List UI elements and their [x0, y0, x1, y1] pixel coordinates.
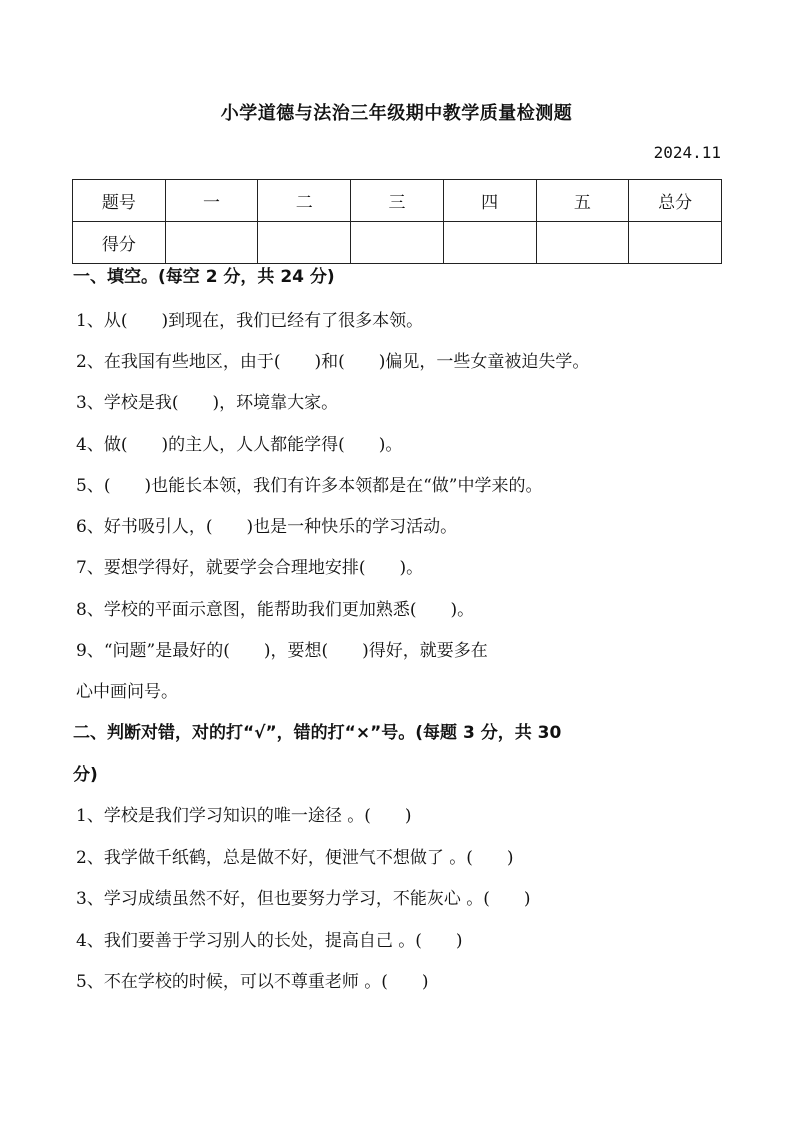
true-false-question: 1、学校是我们学习知识的唯一途径 。( ) — [76, 806, 412, 826]
fill-blank-question: 1、从( )到现在，我们已经有了很多本领。 — [76, 311, 424, 331]
score-table-header-row — [73, 180, 722, 222]
fill-blank-question: 8、学校的平面示意图，能帮助我们更加熟悉( )。 — [76, 600, 475, 620]
fill-blank-question: 4、做( )的主人，人人都能学得( )。 — [76, 435, 403, 455]
true-false-question: 3、学习成绩虽然不好，但也要努力学习，不能灰心 。( ) — [76, 889, 531, 909]
score-cell[interactable] — [258, 222, 351, 264]
score-header-cell: 四 — [443, 180, 536, 222]
score-header-cell: 三 — [351, 180, 444, 222]
score-header-cell: 总分 — [629, 180, 722, 222]
fill-blank-question: 3、学校是我( )，环境靠大家。 — [76, 393, 339, 413]
fill-blank-question-continued: 心中画问号。 — [76, 682, 178, 702]
score-header-cell: 二 — [258, 180, 351, 222]
score-table — [72, 179, 722, 264]
section1-heading: 一、填空。(每空 2 分，共 24 分) — [73, 267, 335, 287]
fill-blank-question: 5、( )也能长本领，我们有许多本领都是在“做”中学来的。 — [76, 476, 543, 496]
fill-blank-question: 7、要想学得好，就要学会合理地安排( )。 — [76, 558, 424, 578]
score-cell[interactable] — [536, 222, 629, 264]
fill-blank-question: 2、在我国有些地区，由于( )和( )偏见，一些女童被迫失学。 — [76, 352, 590, 372]
section2-heading-continued: 分) — [73, 765, 98, 785]
true-false-question: 4、我们要善于学习别人的长处，提高自己 。( ) — [76, 931, 463, 951]
score-cell[interactable] — [351, 222, 444, 264]
score-cell[interactable] — [165, 222, 258, 264]
fill-blank-question: 6、好书吸引人，( )也是一种快乐的学习活动。 — [76, 517, 458, 537]
fill-blank-question: 9、“问题”是最好的( )，要想( )得好，就要多在 — [76, 641, 488, 661]
score-cell[interactable] — [629, 222, 722, 264]
exam-title: 小学道德与法治三年级期中教学质量检测题 — [220, 103, 573, 124]
section2-heading: 二、判断对错，对的打“√”，错的打“×”号。(每题 3 分，共 30 — [73, 723, 562, 743]
score-table-score-row — [73, 222, 722, 264]
score-header-cell: 五 — [536, 180, 629, 222]
score-cell[interactable] — [443, 222, 536, 264]
score-header-cell: 题号 — [73, 180, 166, 222]
score-header-cell: 一 — [165, 180, 258, 222]
exam-date: 2024.11 — [653, 143, 721, 162]
true-false-question: 5、不在学校的时候，可以不尊重老师 。( ) — [76, 972, 429, 992]
score-row-label: 得分 — [73, 222, 166, 264]
true-false-question: 2、我学做千纸鹤，总是做不好，便泄气不想做了 。( ) — [76, 848, 514, 868]
